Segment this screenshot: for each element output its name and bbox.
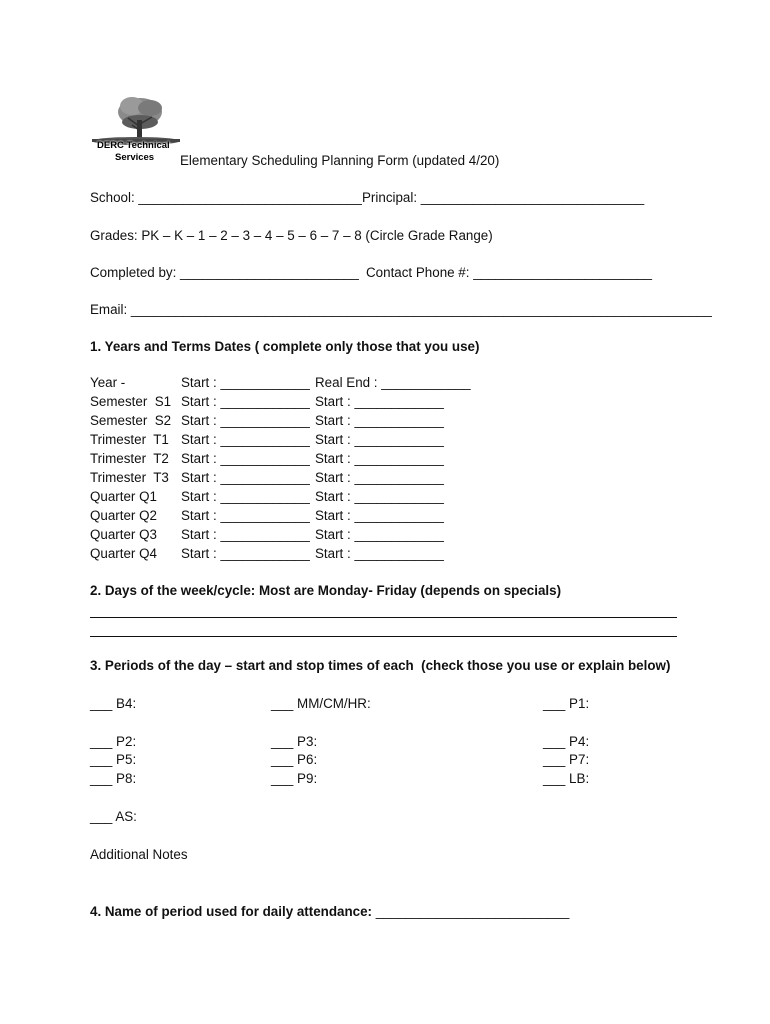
term-end-field[interactable]: Real End : ____________ [315,375,471,390]
term-label: Trimester T1 [90,432,169,447]
period-as[interactable]: ___ AS: [90,809,137,824]
term-start-field[interactable]: Start : ____________ [181,394,310,409]
section1-heading: 1. Years and Terms Dates ( complete only those that you use) [90,339,480,354]
term-end-field[interactable]: Start : ____________ [315,394,444,409]
term-label: Trimester T2 [90,451,169,466]
period-lb[interactable]: ___ LB: [543,771,590,786]
term-end-field[interactable]: Start : ____________ [315,527,444,542]
period-p9[interactable]: ___ P9: [271,771,318,786]
term-start-field[interactable]: Start : ____________ [181,489,310,504]
attendance-period-field[interactable]: __________________________ [375,904,570,919]
term-end-field[interactable]: Start : ____________ [315,546,444,561]
period-mm-cm-hr[interactable]: ___ MM/CM/HR: [271,696,371,711]
term-end-field[interactable]: Start : ____________ [315,432,444,447]
term-start-field[interactable]: Start : ____________ [181,375,310,390]
derc-logo [88,92,184,166]
email-field[interactable]: Email: ______________________________________________________________________________ [90,302,712,317]
term-end-field[interactable]: Start : ____________ [315,489,444,504]
principal-field[interactable]: Principal: ______________________________ [362,190,645,205]
term-start-field[interactable]: Start : ____________ [181,451,310,466]
section4-row [90,903,569,921]
term-end-field[interactable]: Start : ____________ [315,470,444,485]
period-p3[interactable]: ___ P3: [271,734,318,749]
term-label: Year - [90,375,126,390]
period-p4[interactable]: ___ P4: [543,734,590,749]
term-start-field[interactable]: Start : ____________ [181,527,310,542]
period-p5[interactable]: ___ P5: [90,752,137,767]
days-answer-line-1[interactable] [90,617,677,618]
term-start-field[interactable]: Start : ____________ [181,546,310,561]
term-label: Semester S1 [90,394,172,409]
term-end-field[interactable]: Start : ____________ [315,451,444,466]
term-start-field[interactable]: Start : ____________ [181,470,310,485]
period-b4[interactable]: ___ B4: [90,696,137,711]
period-p1[interactable]: ___ P1: [543,696,590,711]
section4-heading: 4. Name of period used for daily attendance: [90,904,376,919]
term-start-field[interactable]: Start : ____________ [181,432,310,447]
form-title: Elementary Scheduling Planning Form (updated 4/20) [180,153,500,168]
logo-text-line1: DERC Technical [97,140,170,151]
term-label: Quarter Q4 [90,546,157,561]
term-start-field[interactable]: Start : ____________ [181,508,310,523]
period-p8[interactable]: ___ P8: [90,771,137,786]
term-start-field[interactable]: Start : ____________ [181,413,310,428]
completed-by-field[interactable]: Completed by: ________________________ [90,265,359,280]
term-end-field[interactable]: Start : ____________ [315,413,444,428]
term-label: Trimester T3 [90,470,169,485]
term-label: Semester S2 [90,413,172,428]
term-label: Quarter Q3 [90,527,157,542]
term-end-field[interactable]: Start : ____________ [315,508,444,523]
period-p6[interactable]: ___ P6: [271,752,318,767]
days-answer-line-2[interactable] [90,636,677,637]
section2-heading: 2. Days of the week/cycle: Most are Monday- Friday (depends on specials) [90,583,562,598]
period-p7[interactable]: ___ P7: [543,752,590,767]
grades-field[interactable]: Grades: PK – K – 1 – 2 – 3 – 4 – 5 – 6 – 7 – 8 (Circle Grade Range) [90,228,493,243]
additional-notes-label: Additional Notes [90,847,188,862]
period-p2[interactable]: ___ P2: [90,734,137,749]
school-field[interactable]: School: ______________________________ [90,190,362,205]
term-label: Quarter Q2 [90,508,157,523]
contact-phone-field[interactable]: Contact Phone #: ________________________ [366,265,652,280]
term-label: Quarter Q1 [90,489,157,504]
section3-heading: 3. Periods of the day – start and stop times of each (check those you use or explain below) [90,658,671,673]
logo-text-line2: Services [115,152,155,163]
